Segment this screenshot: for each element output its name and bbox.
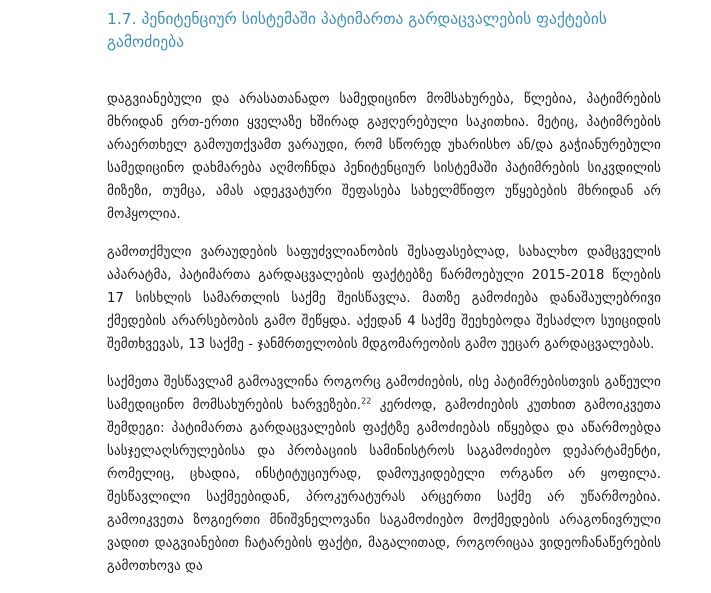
paragraph-3-text-end: კერძოდ, გამოძიების კუთხით გამოიკვეთა შემდეგი: პატიმართა გარდაცვალების ფაქტზე გამოძიებას იწყებდა და აწარმოებდა სასჯელაღსრულებისა და პრობაციის სამინისტროს საგამოძიებო დეპარტამენტი, რომელიც, ცხადია, ინსტიტუციურად, დამოუკიდებელი ორგანო არ ყოფილა. შესწავლილი საქმეებიდან, პროკურატურას არცერთი საქმე არ უწარმოებია. გამოიკვეთა ზოგიერთი მნიშვნელოვანი საგამოძიებო მოქმედების არაგონივრული ვადით დაგვიანებით ჩატარების ფაქტი, მაგალითად, როგორიცაა ვიდეოჩანაწერების გამოთხოვა და (107, 398, 661, 574)
paragraph-2: გამოთქმული ვარაუდების საფუძვლიანობის შესაფასებლად, სახალხო დამცველის აპარატმა, პატიმართა გარდაცვალების ფაქტებზე წარმოებული 2015-2018 წლების 17 სისხლის სამართლის საქმე შეისწავლა. მათზე გამოძიება დანაშაულებრივი ქმედების არარსებობის გამო შეწყდა. აქედან 4 საქმე შეეხებოდა შესაძლო სუიციდის შემთხვევას, 13 საქმე - ჯანმრთელობის მდგომარეობის გამო უეცარ გარდაცვალებას. (107, 245, 661, 352)
paragraph-1: დაგვიანებული და არასათანადო სამედიცინო მომსახურება, წლებია, პატიმრების მხრიდან ერთ-ერთი ყველაზე ხშირად გაჟღერებული საკითხია. მეტიც, პატიმრების არაერთხელ გამოუთქვამთ ვარაუდი, რომ სწორედ უხარისხო ან/და გაჭიანურებული სამედიცინო დახმარება აღმოჩნდა პენიტენციურ სისტემაში პატიმრების სიკვდილის მიზეზი, თუმცა, ამას ადეკვატური შეფასება სახელმწიფო უწყებების მხრიდან არ მოჰყოლია. (107, 92, 661, 222)
paragraph-3 (107, 371, 661, 578)
paragraph-3-text-start: საქმეთა შესწავლამ გამოავლინა როგორც გამოძიების, ისე პატიმრებისთვის გაწეული სამედიცინო მომსახურების ხარვეზები. (107, 375, 661, 413)
document-body (107, 88, 661, 593)
section-heading: 1.7. პენიტენციურ სისტემაში პატიმართა გარდაცვალების ფაქტების გამოძიება (107, 10, 607, 51)
footnote-marker[interactable]: 22 (361, 396, 372, 406)
